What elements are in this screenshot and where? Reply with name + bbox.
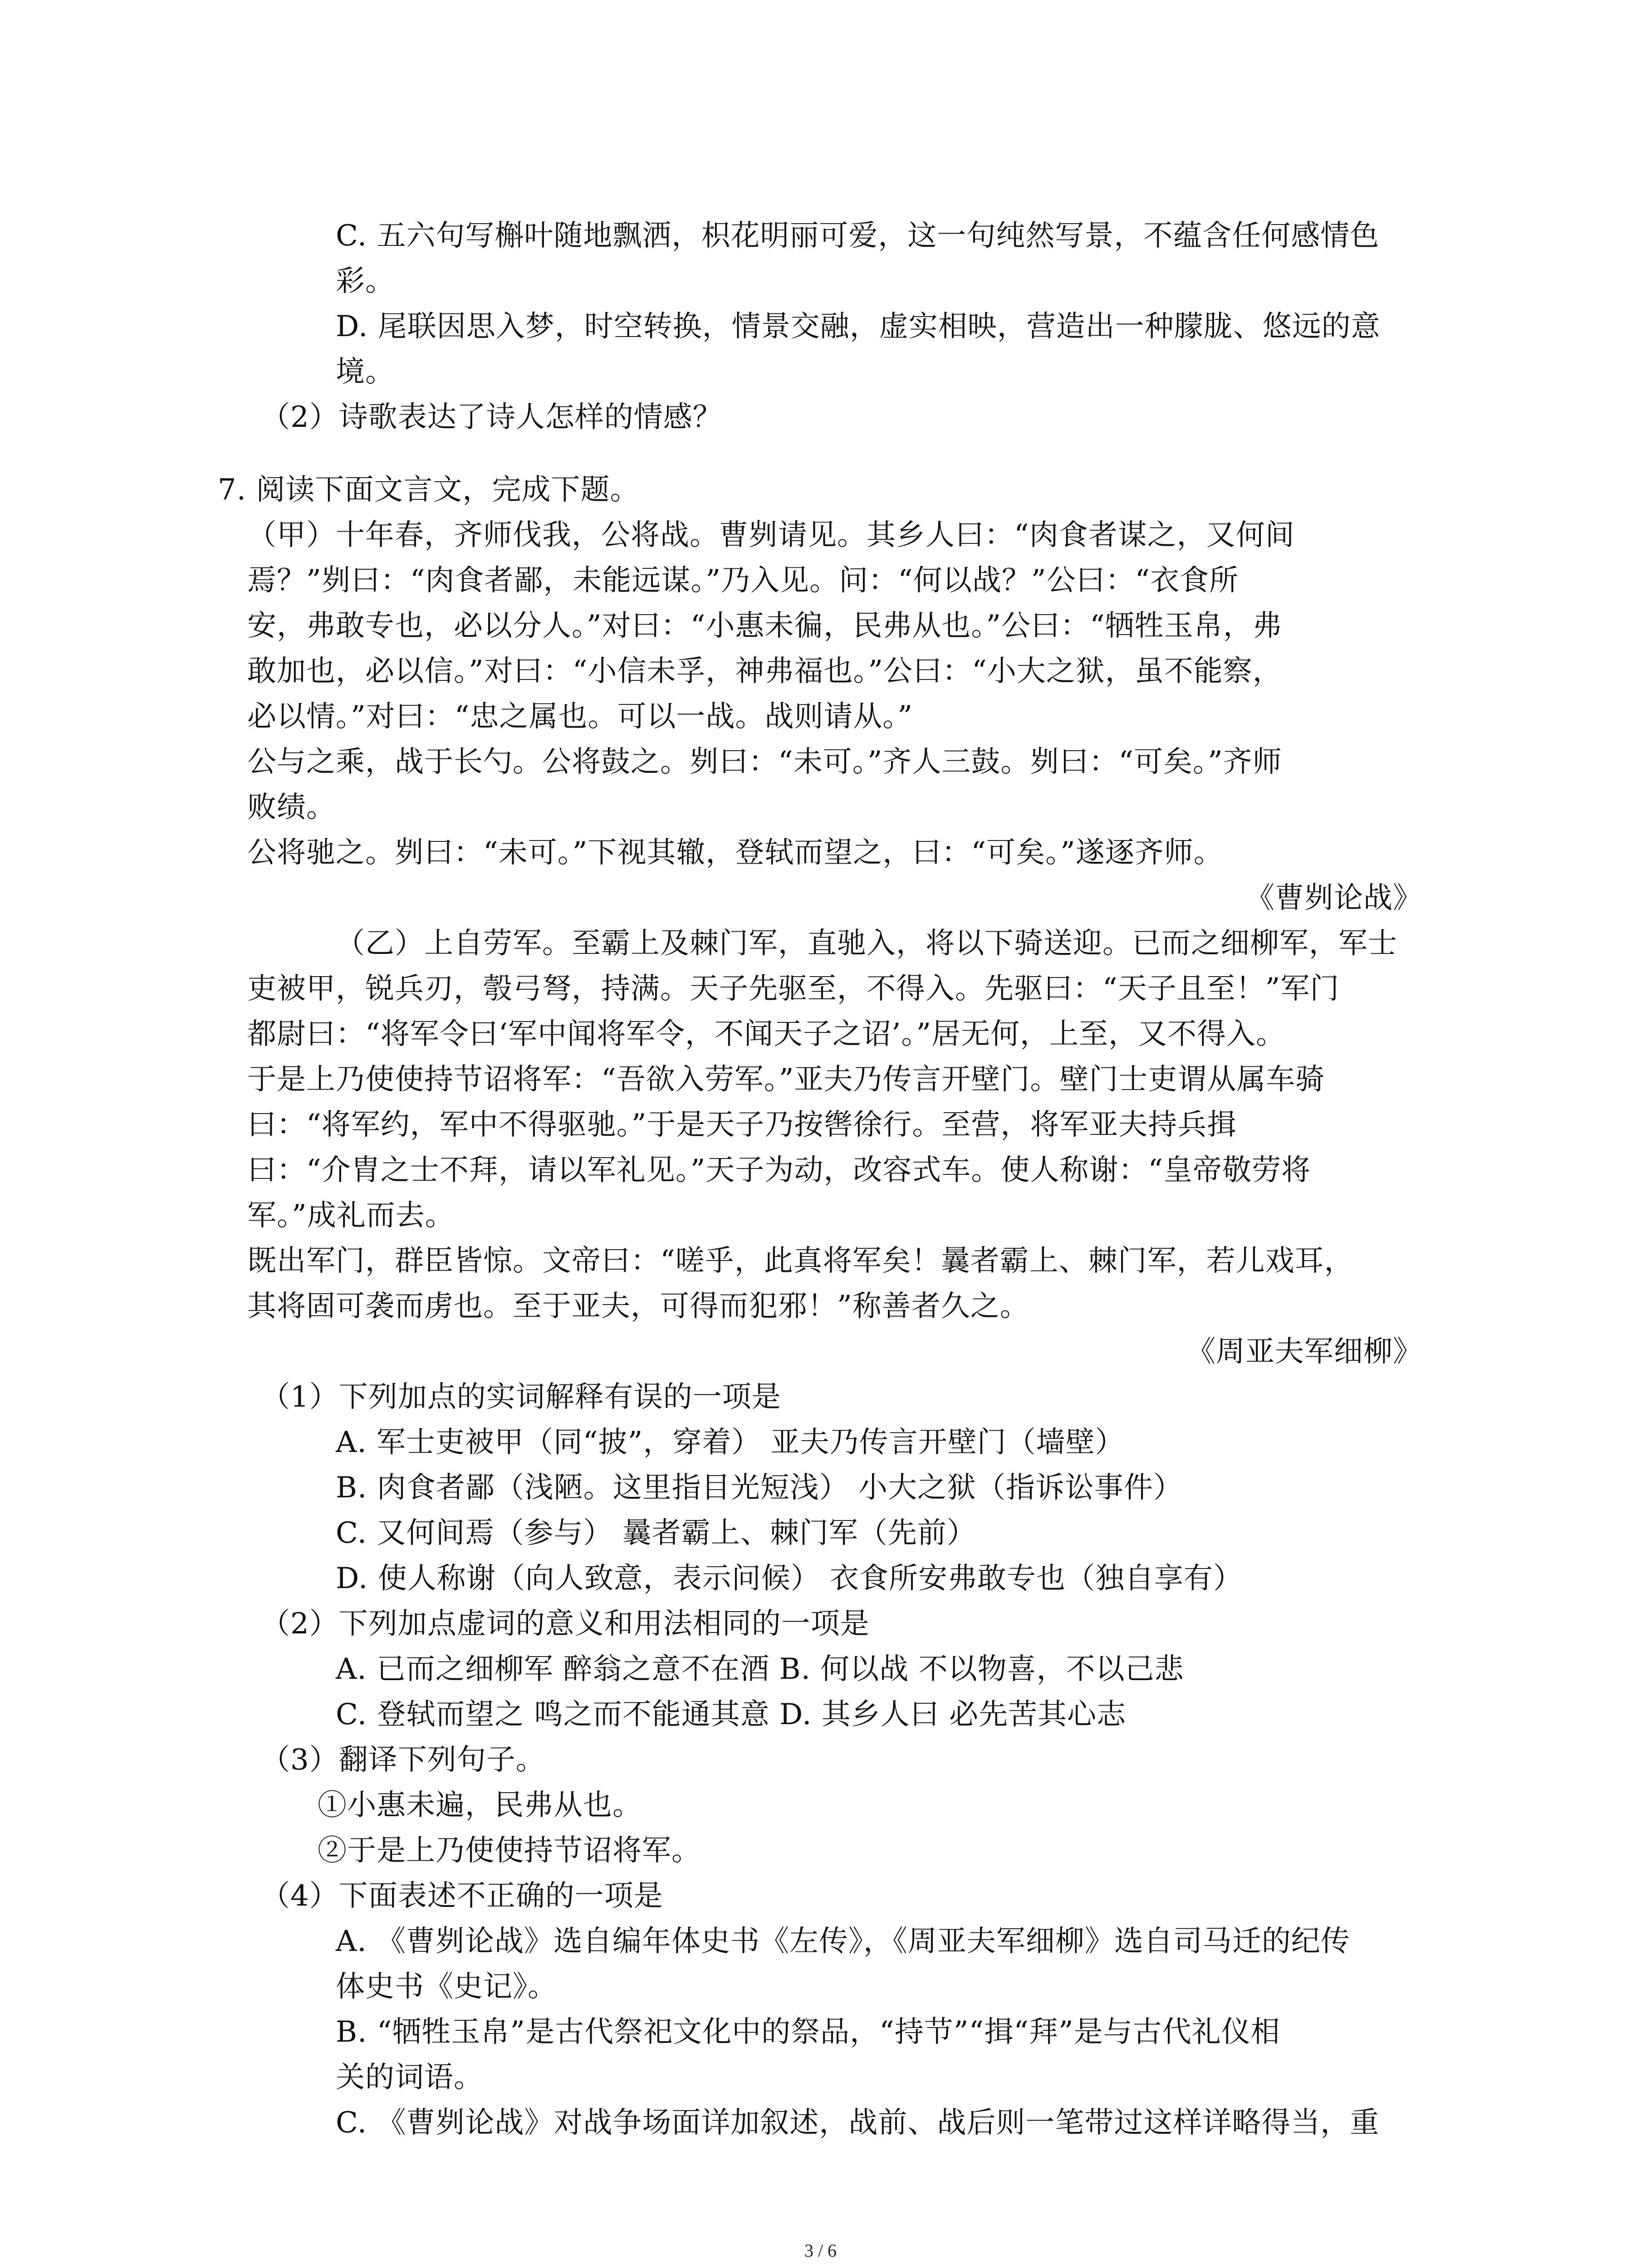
q7-sub4-option: A. 《曹刿论战》选自编年体史书《左传》，《周亚夫军细柳》选自司马迁的纪传 [336, 1925, 1350, 1958]
page-number: 3 / 6 [804, 2240, 837, 2261]
q7-yi-line: 于是上乃使使持节诏将军：“吾欲入劳军。”亚夫乃传言开壁门。壁门士吏谓从属车骑 [247, 1063, 1325, 1096]
q7-sub-question-4: （4）下面表述不正确的一项是 [261, 1879, 663, 1913]
q7-jia-line: 公与之乘，战于长勺。公将鼓之。刿曰：“未可。”齐人三鼓。刿曰：“可矣。”齐师 [247, 745, 1282, 779]
q7-yi-line: 都尉曰：“将军令曰‘军中闻将军令，不闻天子之诏’。”居无何，上至，又不得入。 [247, 1017, 1286, 1051]
q7-sub4-option: B. “牺牲玉帛”是古代祭祀文化中的祭品，“持节”“揖“拜”是与古代礼仪相 [336, 2015, 1280, 2049]
q7-sub4-option: C. 《曹刿论战》对战争场面详加叙述，战前、战后则一笔带过这样详略得当，重 [336, 2106, 1380, 2140]
q7-yi-line: （乙）上自劳军。至霸上及棘门军，直驰入，将以下骑送迎。已而之细柳军，军士 [336, 927, 1397, 960]
q6-sub-question-2: （2）诗歌表达了诗人怎样的情感？ [261, 401, 722, 434]
q7-yi-source: 《周亚夫军细柳》 [1186, 1335, 1422, 1369]
q7-title: 7. 阅读下面文言文，完成下题。 [218, 473, 640, 507]
q7-sub4-option: 关的词语。 [336, 2061, 483, 2094]
q7-sub-question-3: （3）翻译下列句子。 [261, 1743, 545, 1777]
q7-jia-line: 公将驰之。刿曰：“未可。”下视其辙，登轼而望之，曰：“可矣。”遂逐齐师。 [247, 836, 1223, 870]
q7-sub1-option: B. 肉食者鄙（浅陋。这里指目光短浅） 小大之狱（指诉讼事件） [336, 1471, 1183, 1505]
q7-jia-line: 安，弗敢专也，必以分人。”对曰：“小惠未徧，民弗从也。”公曰：“牺牲玉帛，弗 [247, 609, 1282, 643]
q6-option-c-line2: 彩。 [336, 264, 395, 298]
q7-sub-question-2: （2）下列加点虚词的意义和用法相同的一项是 [261, 1607, 870, 1641]
q7-jia-line: （甲）十年春，齐师伐我，公将战。曹刿请见。其乡人曰：“肉食者谋之，又何间 [247, 518, 1295, 552]
q7-sub1-option: C. 又何间焉（参与） 曩者霸上、棘门军（先前） [336, 1516, 976, 1550]
q7-sub-question-1: （1）下列加点的实词解释有误的一项是 [261, 1380, 781, 1414]
q7-sub1-option: D. 使人称谢（向人致意，表示问候） 衣食所安弗敢专也（独自享有） [336, 1562, 1243, 1595]
q7-jia-source: 《曹刿论战》 [1245, 881, 1422, 915]
q7-yi-line: 其将固可袭而虏也。至于亚夫，可得而犯邪！”称善者久之。 [247, 1290, 1029, 1323]
q7-sub3-item: ①小惠未遍，民弗从也。 [318, 1789, 642, 1822]
q7-yi-line: 曰：“将军约，军中不得驱驰。”于是天子乃按辔徐行。至营，将军亚夫持兵揖 [247, 1108, 1237, 1142]
q7-yi-line: 军。”成礼而去。 [247, 1199, 455, 1232]
q7-jia-line: 必以情。”对曰：“忠之属也。可以一战。战则请从。” [247, 700, 913, 733]
q7-yi-line: 曰：“介胄之士不拜，请以军礼见。”天子为动，改容式车。使人称谢：“皇帝敬劳将 [247, 1154, 1311, 1187]
q7-sub4-option: 体史书《史记》。 [336, 1970, 557, 2004]
q7-sub2-option: C. 登轼而望之 鸣之而不能通其意 D. 其乡人曰 必先苦其心志 [336, 1698, 1127, 1731]
q7-sub3-item: ②于是上乃使使持节诏将军。 [318, 1834, 701, 1867]
q6-option-d-line2: 境。 [336, 355, 395, 389]
q7-yi-line: 吏被甲，锐兵刃，彀弓弩，持满。天子先驱至，不得入。先驱曰：“天子且至！”军门 [247, 972, 1340, 1006]
q7-yi-line: 既出军门，群臣皆惊。文帝曰：“嗟乎，此真将军矣！曩者霸上、棘门军，若儿戏耳， [247, 1244, 1354, 1278]
q7-jia-line: 敢加也，必以信。”对曰：“小信未孚，神弗福也。”公曰：“小大之狱，虽不能察， [247, 655, 1282, 688]
q6-option-d-line1: D. 尾联因思入梦，时空转换，情景交融，虚实相映，营造出一种朦胧、悠远的意 [336, 310, 1381, 343]
q7-jia-line: 败绩。 [247, 791, 336, 824]
q7-sub1-option: A. 军士吏被甲（同“披”，穿着） 亚夫乃传言开壁门（墙壁） [336, 1426, 1125, 1459]
q7-jia-line: 焉？”刿曰：“肉食者鄙，未能远谋。”乃入见。问：“何以战？”公曰：“衣食所 [247, 564, 1239, 597]
q6-option-c-line1: C. 五六句写槲叶随地飘洒，枳花明丽可爱，这一句纯然写景，不蕴含任何感情色 [336, 219, 1380, 253]
q7-sub2-option: A. 已而之细柳军 醉翁之意不在酒 B. 何以战 不以物喜，不以己悲 [336, 1652, 1184, 1686]
